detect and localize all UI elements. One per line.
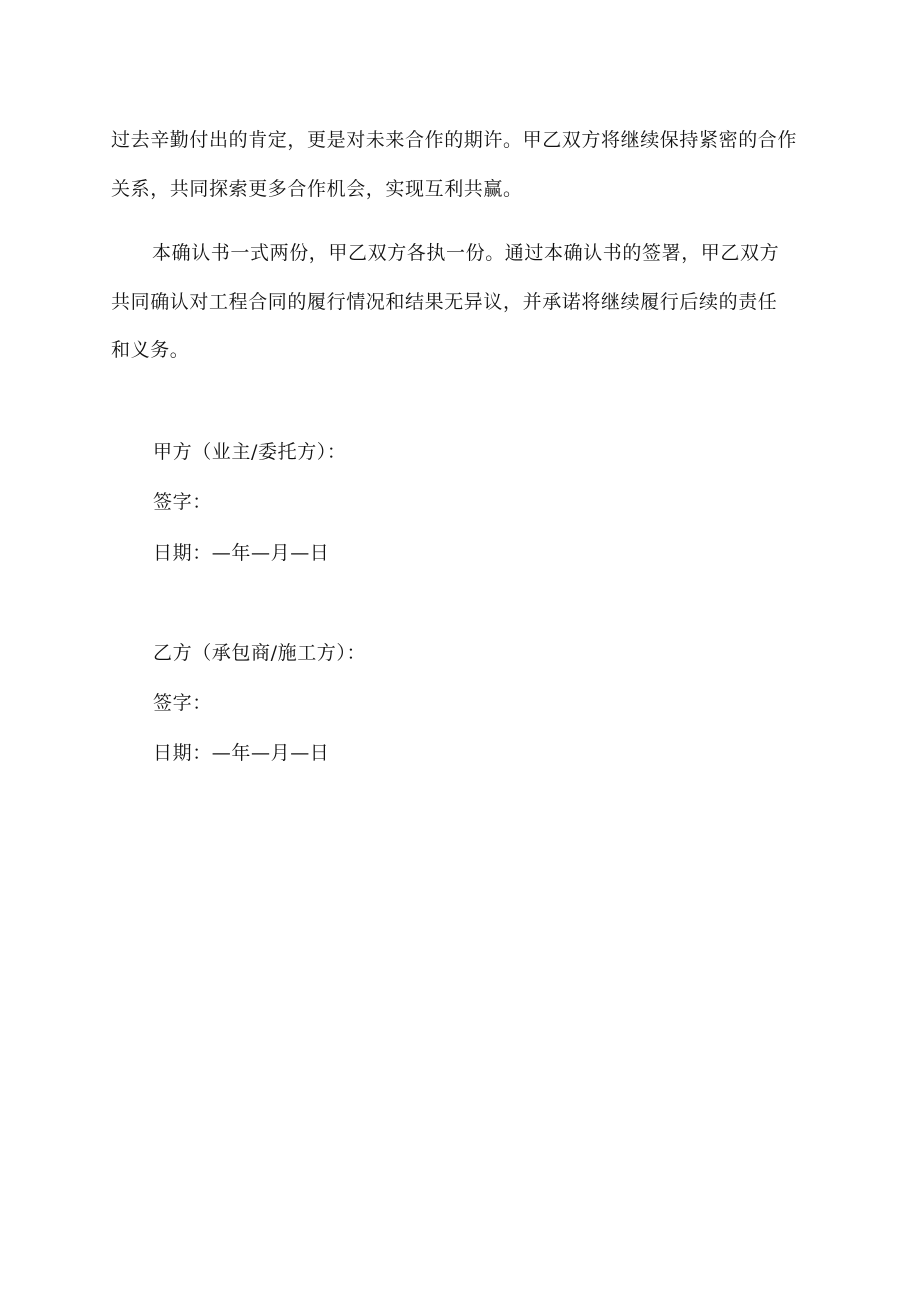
body-text-line: 共同确认对工程合同的履行情况和结果无异议，并承诺将继续履行后续的责任 bbox=[111, 291, 778, 313]
party-b-title: 乙方（承包商/施工方）： bbox=[153, 642, 367, 664]
body-text-line: 关系，共同探索更多合作机会，实现互利共赢。 bbox=[111, 178, 523, 200]
body-text-line: 过去辛勤付出的肯定，更是对未来合作的期许。甲乙双方将继续保持紧密的合作 bbox=[111, 129, 798, 151]
party-a-signature-label: 签字： bbox=[153, 491, 212, 513]
party-a-date-label: 日期：—年—月—日 bbox=[153, 542, 330, 564]
party-b-date-label: 日期：—年—月—日 bbox=[153, 742, 330, 764]
body-text-line: 本确认书一式两份，甲乙双方各执一份。通过本确认书的签署，甲乙双方 bbox=[152, 242, 780, 264]
party-a-title: 甲方（业主/委托方）： bbox=[153, 441, 347, 463]
party-b-signature-label: 签字： bbox=[153, 692, 212, 714]
body-text-line: 和义务。 bbox=[111, 339, 190, 361]
